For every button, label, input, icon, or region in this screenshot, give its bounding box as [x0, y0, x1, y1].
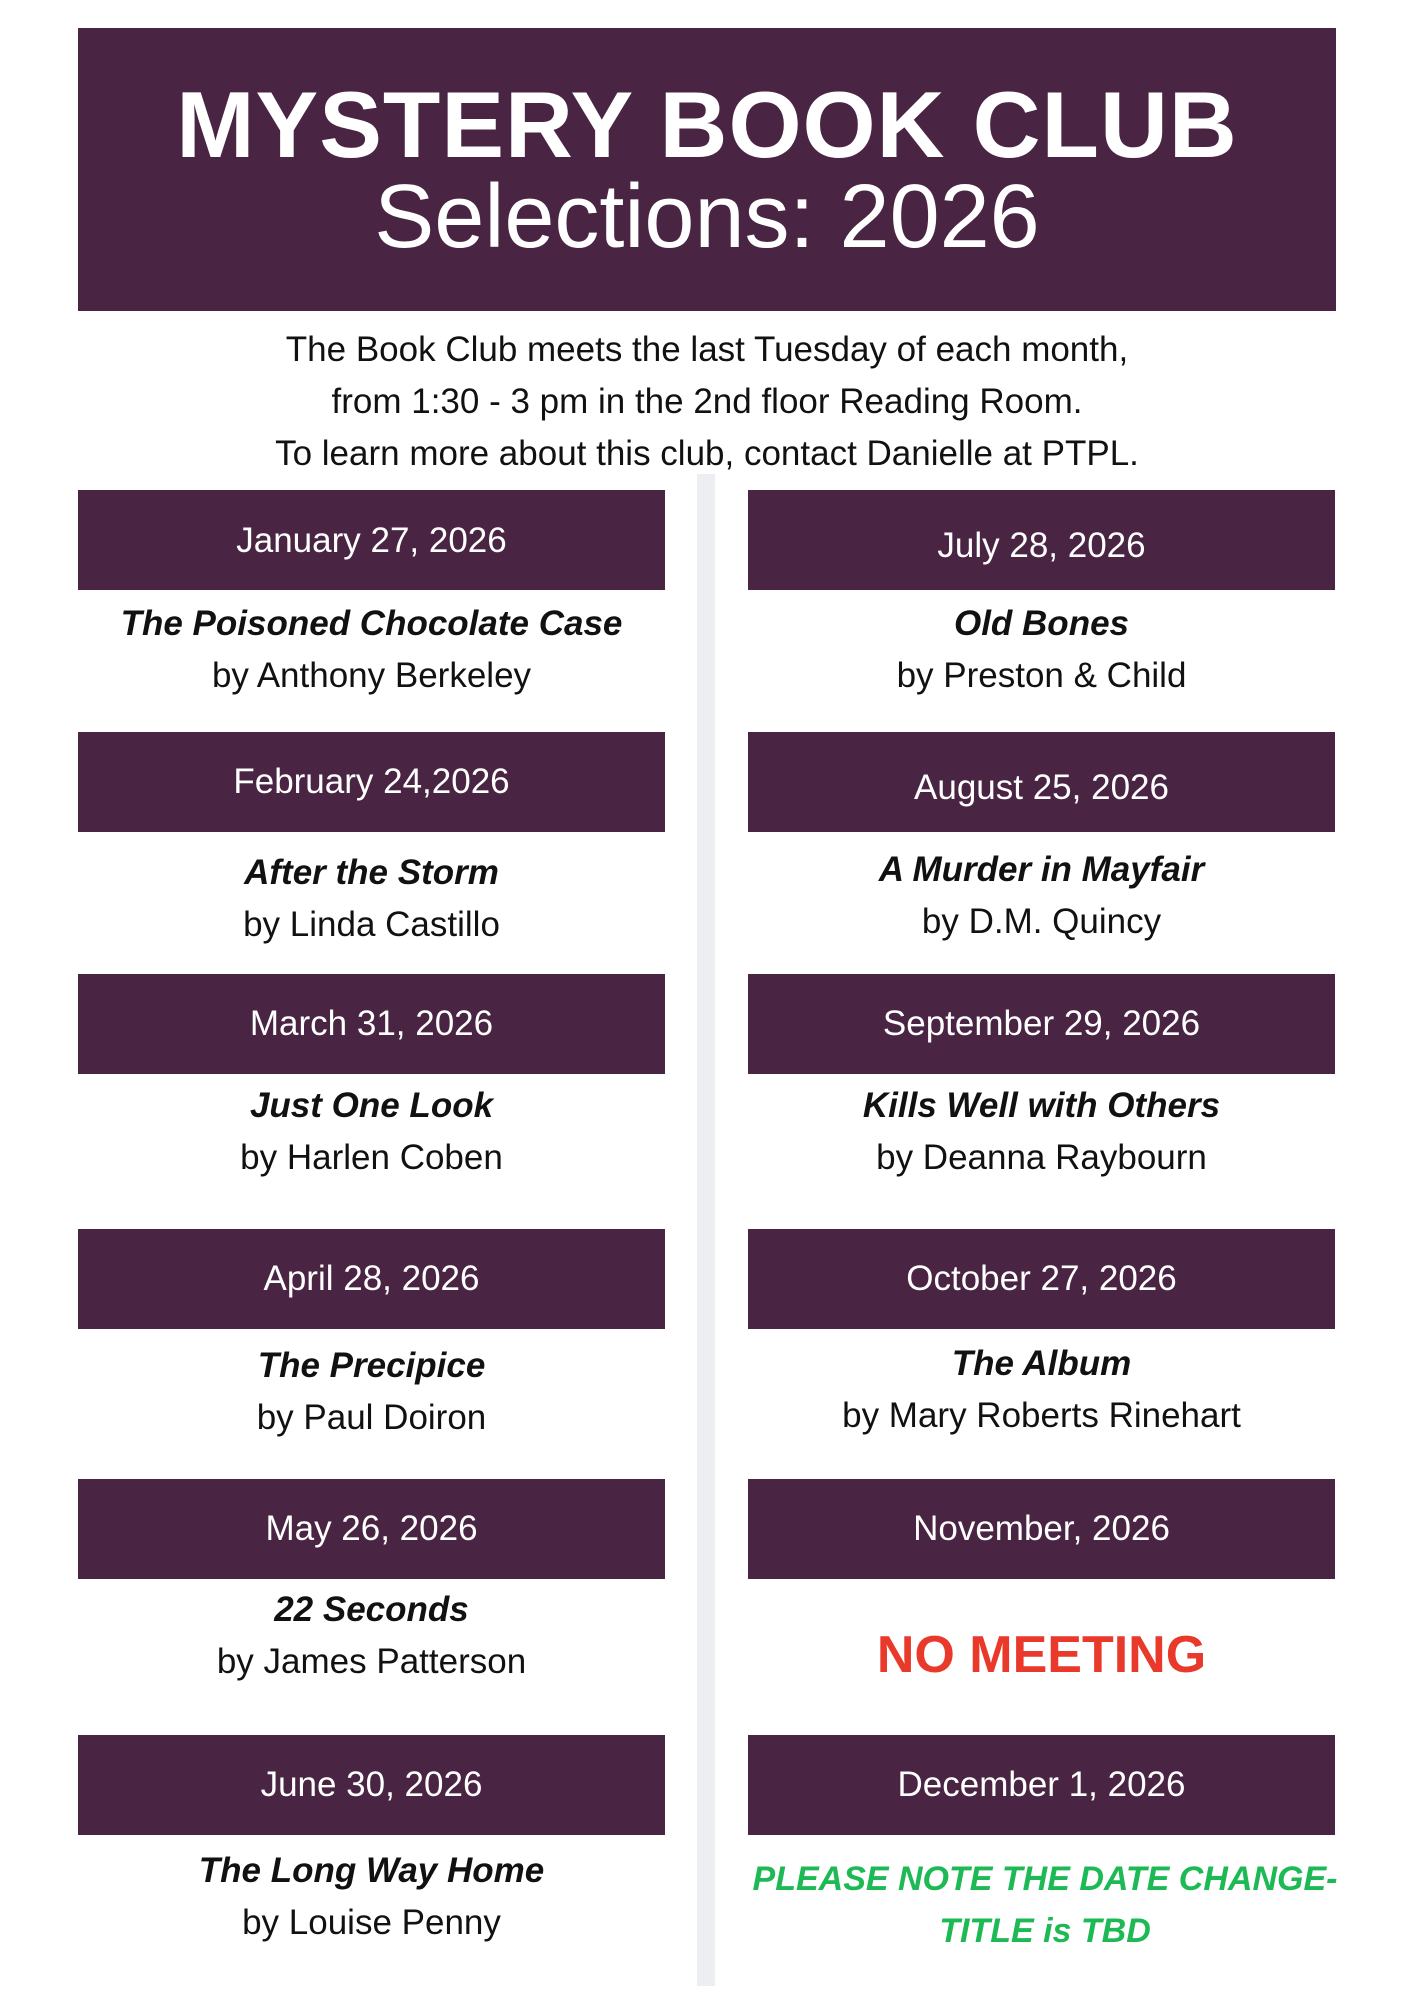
book-title: Old Bones	[953, 604, 1130, 643]
intro-line: To learn more about this club, contact Danielle at PTPL.	[275, 434, 1139, 473]
date-label: June 30, 2026	[260, 1765, 483, 1804]
book-entry	[748, 1080, 1335, 1184]
book-author: by James Patterson	[216, 1642, 527, 1681]
page-title: MYSTERY BOOK CLUB	[176, 72, 1238, 177]
book-title: After the Storm	[244, 853, 499, 892]
date-label: July 28, 2026	[937, 526, 1146, 565]
book-entry	[78, 1845, 665, 1949]
book-title: The Precipice	[257, 1346, 486, 1385]
book-entry	[78, 1340, 665, 1444]
intro-text	[78, 324, 1336, 480]
book-entry	[78, 1584, 665, 1688]
date-header	[748, 974, 1335, 1074]
book-author: by Linda Castillo	[243, 905, 500, 944]
date-header	[748, 1229, 1335, 1329]
date-label: February 24,2026	[233, 762, 510, 801]
book-author: by Harlen Coben	[240, 1138, 503, 1177]
date-label: November, 2026	[913, 1509, 1170, 1548]
book-title: Just One Look	[249, 1086, 494, 1125]
book-title: The Poisoned Chocolate Case	[120, 604, 623, 643]
page-header	[78, 28, 1336, 311]
page-subtitle: Selections: 2026	[374, 167, 1040, 267]
column-divider	[697, 474, 715, 1986]
date-header	[78, 1229, 665, 1329]
date-header	[78, 1735, 665, 1835]
book-title: The Album	[951, 1344, 1132, 1383]
date-header	[78, 490, 665, 590]
note-line: TITLE is TBD	[939, 1912, 1151, 1950]
book-entry	[748, 844, 1335, 948]
book-author: by Deanna Raybourn	[876, 1138, 1207, 1177]
date-label: May 26, 2026	[265, 1509, 478, 1548]
book-author: by Louise Penny	[242, 1903, 501, 1942]
no-meeting-label: NO MEETING	[876, 1626, 1207, 1684]
book-title: 22 Seconds	[274, 1590, 469, 1629]
book-title: A Murder in Mayfair	[878, 850, 1205, 889]
book-title: Kills Well with Others	[862, 1086, 1221, 1125]
date-label: March 31, 2026	[249, 1004, 494, 1043]
date-header	[748, 1479, 1335, 1579]
date-header	[748, 1735, 1335, 1835]
book-title: The Long Way Home	[198, 1851, 545, 1890]
date-label: October 27, 2026	[906, 1259, 1177, 1298]
date-label: January 27, 2026	[236, 521, 507, 560]
book-author: by Preston & Child	[896, 656, 1187, 695]
date-header	[78, 732, 665, 832]
date-header	[78, 1479, 665, 1579]
book-entry	[78, 598, 665, 702]
book-entry	[78, 1080, 665, 1184]
date-label: September 29, 2026	[882, 1004, 1201, 1043]
note-line: PLEASE NOTE THE DATE CHANGE-	[752, 1860, 1338, 1898]
book-author: by Mary Roberts Rinehart	[842, 1396, 1241, 1435]
date-header	[748, 490, 1335, 590]
book-author: by D.M. Quincy	[921, 902, 1162, 941]
book-author: by Paul Doiron	[256, 1398, 487, 1437]
book-author: by Anthony Berkeley	[211, 656, 532, 695]
date-header	[78, 974, 665, 1074]
date-label: December 1, 2026	[897, 1765, 1186, 1804]
date-label: April 28, 2026	[263, 1259, 480, 1298]
intro-line: from 1:30 - 3 pm in the 2nd floor Reading Room.	[331, 382, 1083, 421]
book-entry	[748, 598, 1335, 702]
date-change-note	[700, 1853, 1390, 1957]
date-header	[748, 732, 1335, 832]
book-entry	[748, 1338, 1335, 1442]
date-label: August 25, 2026	[914, 768, 1169, 807]
intro-line: The Book Club meets the last Tuesday of each month,	[285, 330, 1129, 369]
book-entry	[78, 847, 665, 951]
